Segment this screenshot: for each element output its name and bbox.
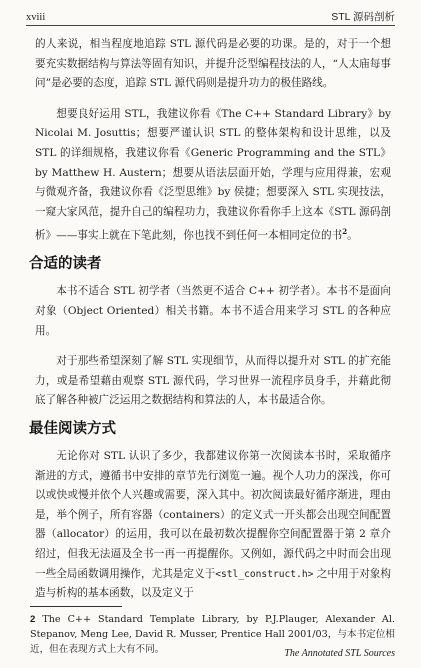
page-header xyxy=(26,9,395,26)
page-body xyxy=(29,35,391,604)
reading-paragraph-1-text: 无论你对 STL 认识了多少，我都建议你第一次阅读本书时，采取循序渐进的方式，遵循书中安排的章节先行浏览一遍。视个人功力的深浅，你可以或快或慢并依个人兴趣或需要，深入其中。初次阅读最好循序渐进，理由是，举个例子，所有容器（containers）的定义式一开头都会出现空间配置器（allocator）的运用，我可以在最初数次提醒你空间配置器于第 2 章介绍过，但我无法逼及全书一再一再提醒你。又例如，源代码之中时而会出现一些全局函数调用操作，尤其是定义于 xyxy=(35,450,391,580)
heading-suitable-readers: 合适的读者 xyxy=(29,256,102,273)
intro-paragraph-2-end: 。 xyxy=(347,229,358,242)
reading-paragraph-1-end: 之中用于对象构造与析构的基本函数，以及定义于 xyxy=(35,567,391,600)
footnote-reference[interactable]: 2 xyxy=(342,227,348,237)
page-number: xviii xyxy=(26,12,46,23)
header-file-code: <stl_construct.h> xyxy=(215,568,314,580)
intro-paragraph-1: 的人来说，相当程度地追踪 STL 源代码是必要的功课。是的，对于一个想要充实数据结构与算法等固有知识，并提升泛型编程技法的人，“人太庙每事问”是必要的态度，追踪 STL 源代码则是提升功力的极佳路线。 xyxy=(35,38,391,90)
readers-paragraph-2: 对于那些希望深刻了解 STL 实现细节，从而得以提升对 STL 的扩充能力，或是希望藉由观察 STL 源代码，学习世界一流程序员身手，并藉此彻底了解各种被广泛运用之数据结构和算法的人，本书最适合你。 xyxy=(35,355,391,407)
footnote-divider xyxy=(30,606,122,607)
reading-paragraph-1 xyxy=(35,447,391,604)
intro-paragraph-2 xyxy=(35,105,391,247)
intro-paragraph-2-text: 想要良好运用 STL，我建议你看《The C++ Standard Library》by Nicolai M. Josuttis；想要严谨认识 STL 的整体架构和设计思维，以及 STL 的详细规格，我建议你看《Generic Programming and the STL》by Matthew H. Austern；想要从语法层面开始，学理与应用得兼，宏观与微观齐备，我建议你看《泛型思维》by 侯捷；想要深入 STL 实现技法，一窥大家风范，提升自己的编程功力，我建议你看你手上这本《STL 源码剖析》——事实上就在下笔此刻，你也找不到任何一本相同定位的书 xyxy=(35,107,391,242)
page-footer: The Annotated STL Sources xyxy=(284,648,395,659)
heading-best-reading: 最佳阅读方式 xyxy=(29,421,116,438)
running-title: STL 源码剖析 xyxy=(331,11,395,23)
readers-paragraph-1: 本书不适合 STL 初学者（当然更不适合 C++ 初学者）。本书不是面向对象（Object Oriented）相关书籍。本书不适合用来学习 STL 的各种应用。 xyxy=(35,285,391,337)
footnote-text: The C++ Standard Template Library, by P.J.Plauger, Alexander Al. Stepanov, Meng Lee, David R. Musser, Prentice Hall 2001/03，与本书定位相近，但在表现方式上大有不同。 xyxy=(30,614,395,655)
footnote-number: 2 xyxy=(30,614,36,625)
